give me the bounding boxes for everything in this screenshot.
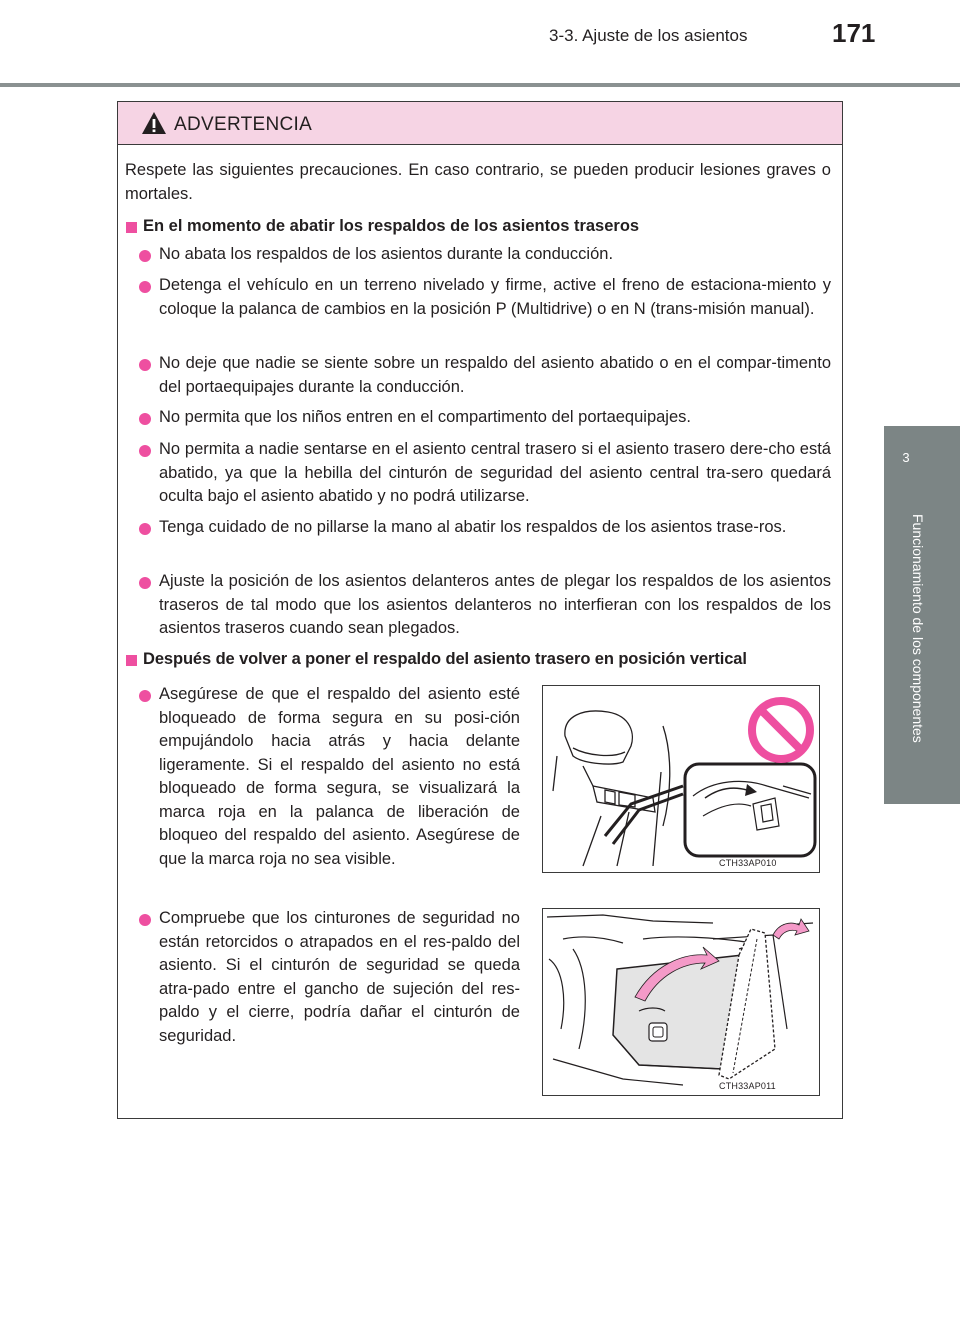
list-bullet [139,577,151,589]
figure-code: CTH33AP011 [719,1081,776,1091]
seat-illustration [543,686,819,872]
list-item: Ajuste la posición de los asientos delanteros antes de plegar los respaldos de los asientos traseros de tal modo que los asientos delanteros no interfieran con los respaldos de los asientos traseros cuando sean plegados. [159,572,831,637]
list-item: Compruebe que los cinturones de seguridad no están retorcidos o atrapados en el res-paldo del asiento. Si el cinturón de seguridad se queda atra-pado entre el gancho de sujeción del res-paldo y el cierre, podría dañar el cinturón de seguridad. [159,909,520,1045]
list-bullet [139,359,151,371]
list-item: Asegúrese de que el respaldo del asiento esté bloqueado de forma segura en su posi-ción empujándolo hacia atrás y hacia delante ligeramente. Si el respaldo del asiento no está bloqueado de forma segura, se visualizará la marca roja en la palanca de liberación de bloqueo del respaldo del asiento. Asegúrese de que la marca roja no sea visible. [159,685,520,868]
section-bullet [126,655,137,666]
header-rule [0,83,960,87]
list-bullet [139,281,151,293]
figure-seatback-lock [542,685,820,873]
warning-header [118,102,842,145]
section2-heading: Después de volver a poner el respaldo del asiento trasero en posición vertical [143,650,747,668]
warning-box [117,101,843,1119]
list-bullet [139,445,151,457]
list-item: Detenga el vehículo en un terreno nivelado y firme, active el freno de estaciona-miento y coloque la palanca de cambios en la posición P (Multidrive) o en N (trans-misión manual). [159,276,831,318]
figure-seatbelt-check [542,908,820,1096]
seatbelt-illustration [543,909,819,1095]
section1-heading: En el momento de abatir los respaldos de los asientos traseros [143,217,640,235]
warning-triangle-icon [141,111,167,135]
list-item: No abata los respaldos de los asientos durante la conducción. [159,245,614,263]
section-bullet [126,222,137,233]
list-bullet [139,690,151,702]
list-item: No deje que nadie se siente sobre un respaldo del asiento abatido o en el compar-timento del portaequipajes durante la conducción. [159,354,831,396]
list-bullet [139,413,151,425]
list-item: Tenga cuidado de no pillarse la mano al abatir los respaldos de los asientos trase-ros. [159,518,787,536]
running-header: 3-3. Ajuste de los asientos [549,26,748,45]
chapter-number: 3 [902,450,910,465]
list-item: No permita a nadie sentarse en el asiento central trasero si el asiento trasero dere-cho está abatido, ya que la hebilla del cinturón de seguridad del asiento central tra-sero quedará oculta bajo el asiento abatido y no podrá utilizarse. [159,440,831,505]
page-number: 171 [832,18,876,48]
list-bullet [139,914,151,926]
chapter-tab [884,426,960,504]
warning-intro: Respete las siguientes precauciones. En caso contrario, se pueden producir lesiones graves o mortales. [125,161,831,203]
list-bullet [139,523,151,535]
list-bullet [139,250,151,262]
chapter-label: Funcionamiento de los componentes [910,514,926,743]
warning-title: ADVERTENCIA [174,114,313,135]
figure-code: CTH33AP010 [719,858,777,868]
list-item: No permita que los niños entren en el compartimento del portaequipajes. [159,408,691,426]
